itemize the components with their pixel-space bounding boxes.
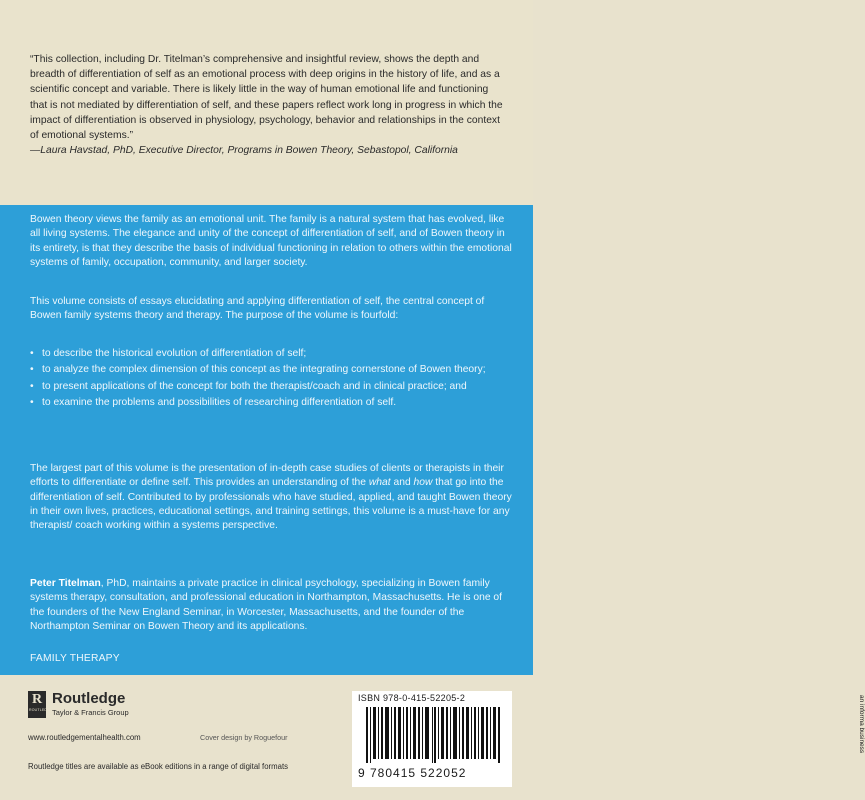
subject-category: FAMILY THERAPY: [30, 653, 120, 664]
bullet-icon: •: [30, 348, 34, 359]
author-name: Peter Titelman: [30, 578, 101, 589]
informa-tagline: an informa business: [858, 695, 865, 754]
publisher-group: Taylor & Francis Group: [52, 708, 129, 717]
endorsement-quote: “This collection, including Dr. Titelman’s comprehensive and insightful review, shows the depth and breadth of differentiation of self as an emotional process with deep origins in the history of life, and as a scientific concept and variable. There is likely little in the way of human emotional life and functioning that is not mediated by differentiation of self, and these papers reflect work long in progress in which the impact of differentiation is observed in physiology, psychology, behavior and relationships in the context of emotional systems.”: [30, 54, 503, 142]
bullet-icon: •: [30, 364, 34, 376]
bullet-icon: •: [30, 396, 34, 408]
isbn-label: ISBN 978-0-415-52205-2: [358, 693, 466, 703]
barcode-icon: [366, 707, 502, 763]
purpose-item: • to examine the problems and possibilities of researching differentiation of self.: [30, 396, 512, 410]
description-paragraph-1: Bowen theory views the family as an emotional unit. The family is a natural system that has evolved, like all living systems. The elegance and unity of the concept of differentiation of self, and of Bowen theory in its entirety, is that they describe the basis of individual functioning in relation to others within the emotional systems of family, occupation, community, and larger society.: [30, 214, 512, 268]
description-panel: [0, 205, 533, 675]
barcode-number: 9 780415 522052: [358, 766, 467, 780]
endorsement-attribution: —Laura Havstad, PhD, Executive Director, Programs in Bowen Theory, Sebastopol, California: [30, 145, 458, 156]
purpose-item: • to present applications of the concept for both the therapist/coach and in clinical practice; and: [30, 380, 512, 394]
description-paragraph-2: This volume consists of essays elucidating and applying differentiation of self, the central concept of Bowen family systems theory and therapy. The purpose of the volume is fourfold:: [30, 296, 485, 322]
purpose-list: [30, 347, 512, 412]
routledge-logo-icon: R ROUTLEDGE: [28, 691, 46, 718]
endorsement-panel: [0, 0, 533, 205]
publisher-website: www.routledgementalhealth.com: [28, 733, 141, 742]
purpose-item: • to analyze the complex dimension of this concept as the integrating cornerstone of Bowen theory;: [30, 363, 512, 377]
author-bio: Peter Titelman, PhD, maintains a private practice in clinical psychology, specializing in Bowen family systems therapy, consultation, and professional education in Northampton, Massachusetts. He is one of the founders of the New England Seminar, in Worcester, Massachusetts, and the founder of the Northampton Seminar on Bowen Theory and its applications.: [30, 578, 503, 632]
ebook-note: Routledge titles are available as eBook editions in a range of digital formats: [28, 762, 289, 771]
cover-design-credit: Cover design by Roguefour: [200, 733, 288, 742]
purpose-item: • to describe the historical evolution of differentiation of self;: [30, 347, 512, 361]
barcode-box: [352, 691, 865, 787]
bullet-icon: •: [30, 380, 34, 392]
description-paragraph-3: The largest part of this volume is the presentation of in-depth case studies of clients or therapists in their efforts to differentiate or define self. This provides an understanding of the what and how that go into the differentiation of self. Contributed to by professionals who have studied, applied, and taught Bowen theory in their own lives, practices, educational settings, and training settings, this volume is a must-have for any therapist/ coach working within a systems perspective.: [30, 463, 512, 532]
publisher-name: Routledge: [52, 690, 126, 707]
footer-panel: [0, 675, 865, 800]
